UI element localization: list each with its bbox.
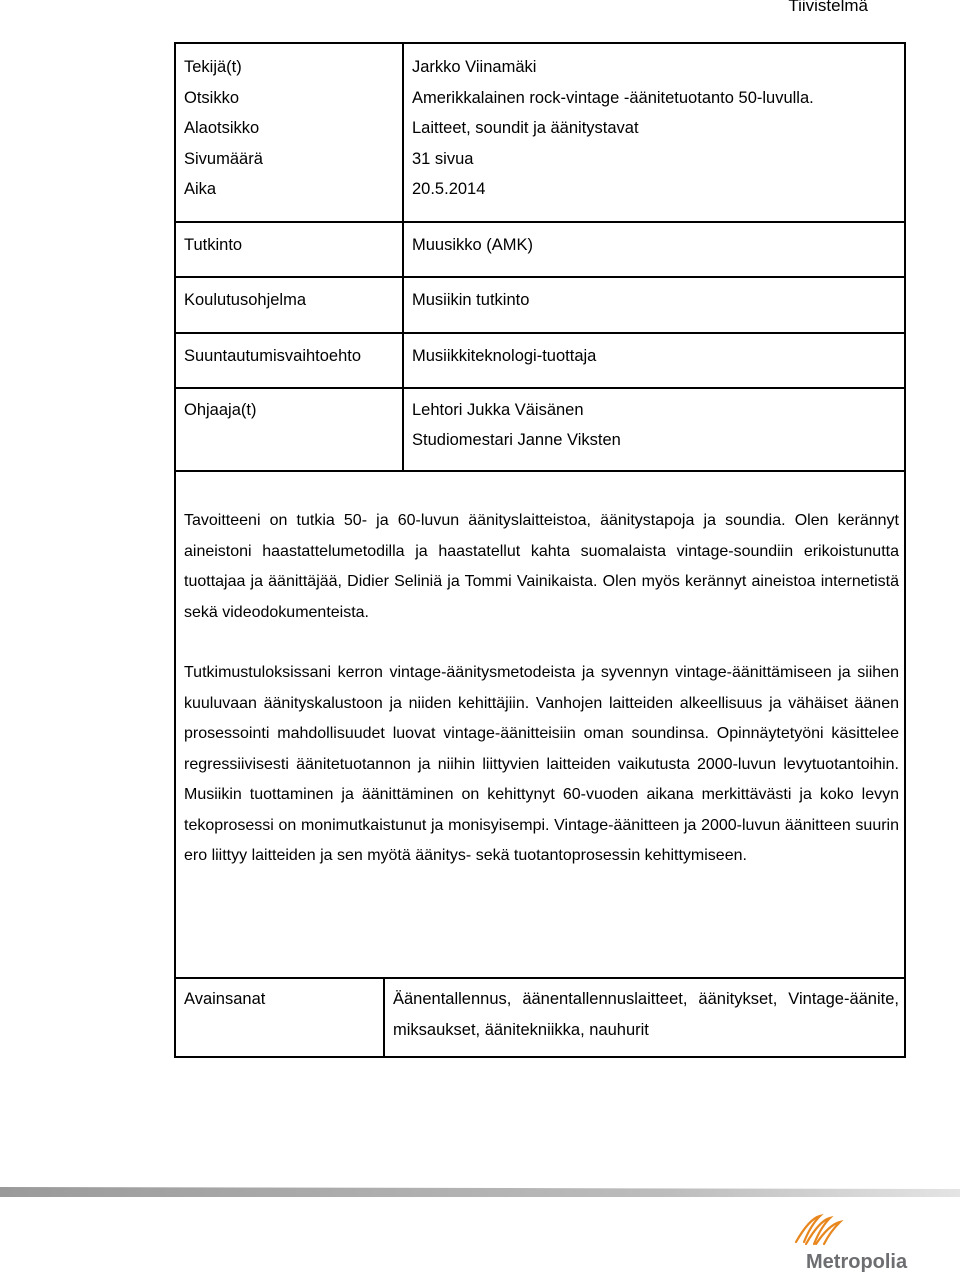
author-label: Tekijä(t) xyxy=(184,58,242,76)
logo-swoosh-icon xyxy=(796,1216,840,1244)
pages-value: 31 sivua xyxy=(412,150,474,168)
date-value: 20.5.2014 xyxy=(412,180,486,198)
title-label: Otsikko xyxy=(184,89,240,107)
abstract-paragraph-1: Tavoitteeni on tutkia 50- ja 60-luvun äänityslaitteistoa, äänitystapoja ja soundia. Olen kerännyt aineistoni haastattelumetodilla ja haastatellut kahta suomalaista vintage-soundiin erikoistunutta tuottajaa ja äänittäjää, Didier Seliniä ja Tommi Vainikaista. Olen myös kerännyt aineistoa internetistä sekä videodokumenteista. xyxy=(184,512,899,621)
divider xyxy=(176,221,904,223)
programme-value: Musiikin tutkinto xyxy=(412,291,530,309)
author-value: Jarkko Viinamäki xyxy=(412,58,537,76)
divider xyxy=(176,276,904,278)
degree-value: Muusikko (AMK) xyxy=(412,236,534,254)
footer-gradient-bar xyxy=(0,1187,960,1197)
subtitle-label: Alaotsikko xyxy=(184,119,260,137)
subtitle-value: Laitteet, soundit ja äänitystavat xyxy=(412,119,639,137)
supervisor-2: Studiomestari Janne Viksten xyxy=(412,431,621,449)
divider xyxy=(176,470,904,472)
column-divider xyxy=(383,977,385,1058)
logo-wordmark: Metropolia xyxy=(806,1251,908,1273)
divider xyxy=(176,977,904,979)
specialisation-label: Suuntautumisvaihtoehto xyxy=(184,347,362,365)
page-header-title: Tiivistelmä xyxy=(788,0,868,15)
keywords-value: Äänentallennus, äänentallennuslaitteet, äänitykset, Vintage-äänite, miksaukset, äänitekniikka, nauhurit xyxy=(393,990,899,1039)
keywords-label: Avainsanat xyxy=(184,990,266,1008)
date-label: Aika xyxy=(184,180,217,198)
pages-label: Sivumäärä xyxy=(184,150,263,168)
supervisors-label: Ohjaaja(t) xyxy=(184,401,257,419)
title-value: Amerikkalainen rock-vintage -äänitetuotanto 50-luvulla. xyxy=(412,89,814,107)
column-divider xyxy=(402,44,404,472)
metropolia-logo xyxy=(790,1210,920,1274)
degree-label: Tutkinto xyxy=(184,236,243,254)
abstract-form xyxy=(174,42,906,1058)
programme-label: Koulutusohjelma xyxy=(184,291,306,309)
specialisation-value: Musiikkiteknologi-tuottaja xyxy=(412,347,597,365)
divider xyxy=(176,332,904,334)
abstract-paragraph-2: Tutkimustuloksissani kerron vintage-äänitysmetodeista ja syvennyn vintage-äänittämiseen ja siihen kuuluvaan äänityskalustoon ja niiden kehittäjiin. Vanhojen laitteiden alkeellisuus ja vähäiset äänen prosessointi mahdollisuudet luovat vintage-äänitteisiin oman soundinsa. Opinnäytetyöni käsittelee regressiivisesti äänitetuotannon ja niihin liittyvien laitteiden vaikutusta 2000-luvun levytuotantoihin. Musiikin tuottaminen ja äänittäminen on kehittynyt 60-vuoden aikana merkittävästi ja koko levyn tekoprosessi on monimutkaistunut ja monisyisempi. Vintage-äänitteen ja 2000-luvun äänitteen suurin ero liittyy laitteiden ja sen myötä äänitys- sekä tuotantoprosessin kehittymiseen. xyxy=(184,664,899,864)
supervisor-1: Lehtori Jukka Väisänen xyxy=(412,401,584,419)
divider xyxy=(176,387,904,389)
abstract-text xyxy=(184,506,899,872)
